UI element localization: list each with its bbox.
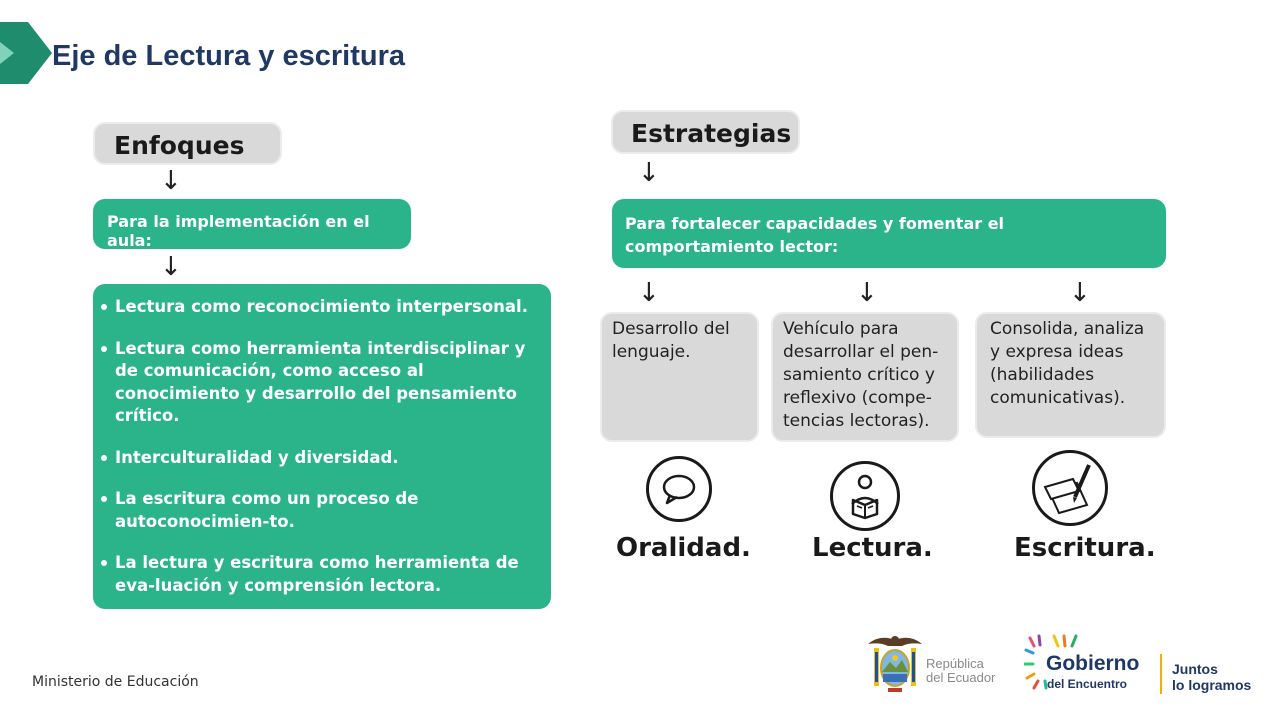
estrategias-heading: Estrategias [611,110,800,154]
arrow-down-icon: ↓ [638,278,660,308]
page-title: Eje de Lectura y escritura [52,40,405,72]
gobierno-text: Gobierno [1046,652,1140,675]
header-chevron-icon [0,22,52,84]
pencil-paper-icon [1032,450,1108,526]
enfoques-list-box [93,284,551,609]
ministry-label: Ministerio de Educación [32,674,199,690]
list-item: La lectura y escritura como herramienta de eva-luación y comprensión lectora. [93,552,537,597]
strategy-box-escritura: Consolida, analiza y expresa ideas (habilidades comunicativas). [975,312,1166,438]
arrow-down-icon: ↓ [638,158,660,188]
reading-person-icon [830,461,900,531]
list-item: Lectura como herramienta interdisciplinar y de comunicación, como acceso al conocimiento y desarrollo del pensamiento crítico. [93,338,537,428]
del-encuentro-text: del Encuentro [1047,677,1128,691]
list-item: Interculturalidad y diversidad. [93,447,537,470]
enfoques-heading: Enfoques [93,122,282,165]
bullet-dot-icon [101,455,107,461]
arrow-down-icon: ↓ [160,252,182,282]
juntos-text: Juntos lo logramos [1172,661,1252,693]
caption-lectura: Lectura. [812,533,933,563]
arrow-down-icon: ↓ [160,166,182,196]
estrategias-subheading: Para fortalecer capacidades y fomentar el comportamiento lector: [612,199,1166,268]
speech-bubble-icon [646,456,712,522]
bullet-dot-icon [101,346,107,352]
strategy-box-lectura: Vehículo para desarrollar el pen-samiento crítico y reflexivo (compe-tencias lectoras). [771,312,959,442]
list-item: Lectura como reconocimiento interpersonal. [93,296,537,319]
arrow-down-icon: ↓ [1069,278,1091,308]
gobierno-top-rays-icon [1050,634,1086,648]
strategy-box-oralidad: Desarrollo del lenguaje. [600,312,759,442]
caption-escritura: Escritura. [1014,533,1156,563]
bullet-dot-icon [101,304,107,310]
arrow-down-icon: ↓ [856,278,878,308]
republica-ecuador-text: República del Ecuador [926,656,996,685]
logo-divider [1160,654,1162,694]
list-item: La escritura como un proceso de autoconocimien-to. [93,488,537,533]
bullet-dot-icon [101,560,107,566]
bullet-dot-icon [101,496,107,502]
enfoques-subheading: Para la implementación en el aula: [93,199,411,249]
caption-oralidad: Oralidad. [616,533,751,563]
coat-of-arms-icon [866,632,924,696]
